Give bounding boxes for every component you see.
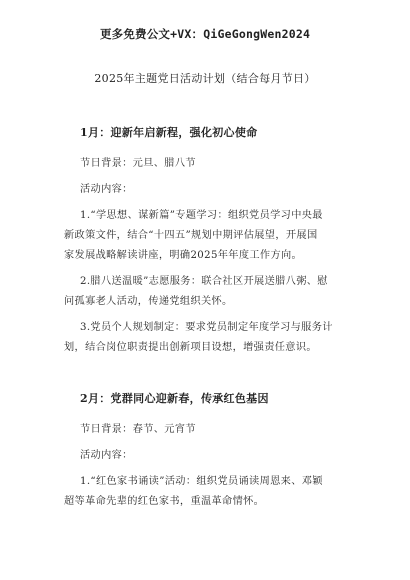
item-line: 1.“学思想、谋新篇”专题学习：组织党员学习中央最 <box>80 210 323 221</box>
holiday-background: 节日背景：春节、元宵节 <box>80 424 196 435</box>
item-line: 3.党员个人规划制定：要求党员制定年度学习与服务计 <box>80 322 333 333</box>
activity-label: 活动内容： <box>80 450 133 461</box>
item-line: 超等革命先辈的红色家书，重温革命情怀。 <box>64 496 265 507</box>
item-line: 新政策文件，结合“十四五”规划中期评估展望，开展国 <box>64 230 318 241</box>
item-line: 问孤寡老人活动，传递党组织关怀。 <box>64 296 233 307</box>
item-line: 划，结合岗位职责提出创新项目设想，增强责任意识。 <box>64 342 317 353</box>
section-heading-february: 2月：党群同心迎新春，传承红色基因 <box>80 392 269 405</box>
section-heading-january: 1月：迎新年启新程，强化初心使命 <box>80 126 258 139</box>
activity-label: 活动内容： <box>80 184 133 195</box>
holiday-background: 节日背景：元旦、腊八节 <box>80 158 196 169</box>
item-line: 1.“红色家书诵读”活动：组织党员诵读周恩来、邓颖 <box>80 476 323 487</box>
item-line: 家发展战略解读讲座，明确2025年年度工作方向。 <box>64 250 303 261</box>
header-banner: 更多免费公文+VX：QiGeGongWen2024 <box>99 27 311 41</box>
item-line: 2.腊八送温暖”志愿服务：联合社区开展送腊八粥、慰 <box>80 276 328 287</box>
document-title: 2025年主题党日活动计划（结合每月节日） <box>94 72 316 85</box>
